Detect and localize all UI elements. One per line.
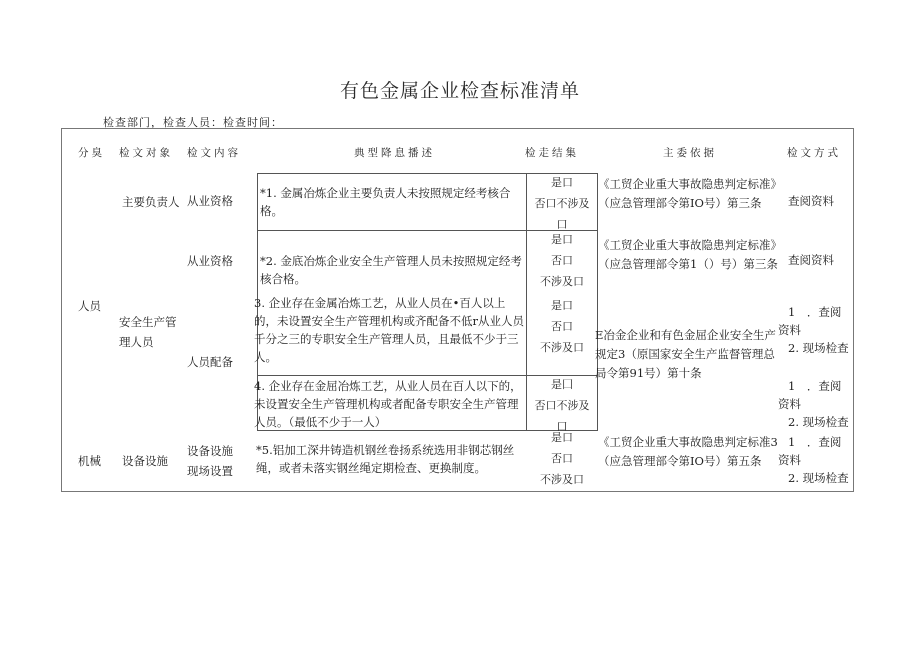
result-no-na-4[interactable]: 否口不涉及 [534, 399, 590, 412]
page-title: 有色金属企业检查标准清单 [339, 80, 580, 102]
result-yes-5[interactable]: 是口 [551, 431, 573, 444]
method-5-line-3: 2. 现场检查 [788, 471, 849, 485]
result-options-3 [527, 295, 597, 358]
content-qualification-1: 从业资格 [187, 194, 233, 208]
object-principal: 主要负责人 [122, 195, 180, 209]
header-method: 检文方式 [787, 147, 841, 159]
method-3-line-1: 1 ．查阅 [788, 305, 842, 319]
header-hazard: 典型降息播述 [354, 147, 435, 159]
method-3-line-3: 2. 现场检查 [788, 341, 849, 355]
result-yes-4[interactable]: 是囗 [551, 378, 573, 391]
method-1-line-1: 查阅资料 [788, 194, 834, 208]
header-object: 检文对象 [119, 147, 173, 159]
hazard-desc-3: 3. 企业存在金属冶炼工艺，从业人员在•百人以上的，未设置安全生产管理机构或齐配备不低r从业人员千分之三的专职安全生产管理人员，且最低不少于三人。 [254, 296, 524, 364]
result-options-1 [527, 172, 597, 235]
hazard-desc-4: 4. 企业存在金屈冶炼工艺，从业人员在百人以下的，未设置安全生产管理机构或者配备专职安全生产管理人员。（最低不少于一人） [254, 379, 522, 429]
content-staffing: 人员配备 [187, 355, 233, 369]
category-machinery: 机械 [78, 454, 101, 468]
basis-5: 《工贸企业重大事故隐患判定标准3（应急管理部令第IO号）第五条 [598, 435, 778, 468]
header-result: 检走结集 [525, 147, 579, 159]
result-box-1[interactable]: 口 [556, 218, 568, 231]
hazard-desc-1: *1. 金属冶炼企业主要负责人未按照规定经考核合格。 [260, 186, 511, 218]
object-equipment: 设备设施 [122, 454, 168, 468]
header-basis: 主委依据 [663, 147, 717, 159]
result-na-3[interactable]: 不涉及口 [540, 341, 584, 354]
result-yes-3[interactable]: 是口 [551, 299, 573, 312]
checklist-table [61, 128, 854, 492]
method-3 [778, 303, 856, 357]
method-5 [778, 433, 856, 487]
result-options-2 [527, 229, 597, 292]
basis-1: 《工贸企业重大事故隐患判定标准》（应急管理部令第IO号）第三条 [598, 177, 782, 210]
method-5-line-1: 1 ．查阅 [788, 435, 842, 449]
content-equipment-setup: 设备设施现场设置 [187, 444, 233, 478]
result-yes-2[interactable]: 是口 [551, 233, 573, 246]
header-category: 分臭 [78, 147, 105, 159]
header-content: 检文内容 [187, 147, 241, 159]
basis-2: 《工贸企业重大事故隐患判定标准》（应急管理部令第1（）号）第三条 [598, 238, 782, 271]
method-5-line-2: 资料 [778, 453, 801, 467]
content-qualification-2: 从业资格 [187, 254, 233, 268]
method-4-line-3: 2. 现场检查 [788, 415, 849, 429]
method-4-line-1: 1 ．查阅 [788, 379, 842, 393]
inspection-meta-line: 检查部门，检查人员：检查时间： [103, 116, 283, 129]
method-2 [788, 251, 866, 269]
method-2-line-1: 查阅资料 [788, 253, 834, 267]
result-na-2[interactable]: 不涉及口 [540, 275, 584, 288]
result-no-3[interactable]: 否口 [551, 320, 573, 333]
result-options-5 [527, 427, 597, 490]
hazard-desc-2: *2. 金底冶炼企业安全生产管理人员未按照规定经考核合格。 [260, 254, 522, 286]
method-4 [778, 377, 856, 431]
result-no-na-1[interactable]: 否口不涉及 [534, 197, 590, 210]
method-4-line-2: 资料 [778, 397, 801, 411]
method-1 [788, 192, 866, 210]
result-no-2[interactable]: 否口 [551, 254, 573, 267]
object-safety-manager: 安全生产管理人员 [119, 315, 177, 349]
basis-3: E冶金企业和有色金屈企业安全生产规定3（原国家安全生产监督管理总局令第91号）第十条 [595, 328, 776, 380]
result-yes-1[interactable]: 是口 [551, 176, 573, 189]
method-3-line-2: 资料 [778, 323, 801, 337]
hazard-desc-5: *5.铝加工深井铸造机钢丝卷扬系统选用非钢芯钢丝绳，或者未落实钢丝绳定期检查、更换制度。 [256, 443, 515, 475]
result-na-5[interactable]: 不涉及口 [540, 473, 584, 486]
category-personnel: 人员 [78, 299, 101, 313]
result-no-5[interactable]: 否口 [551, 452, 573, 465]
result-box-4[interactable]: 口 [556, 420, 568, 433]
